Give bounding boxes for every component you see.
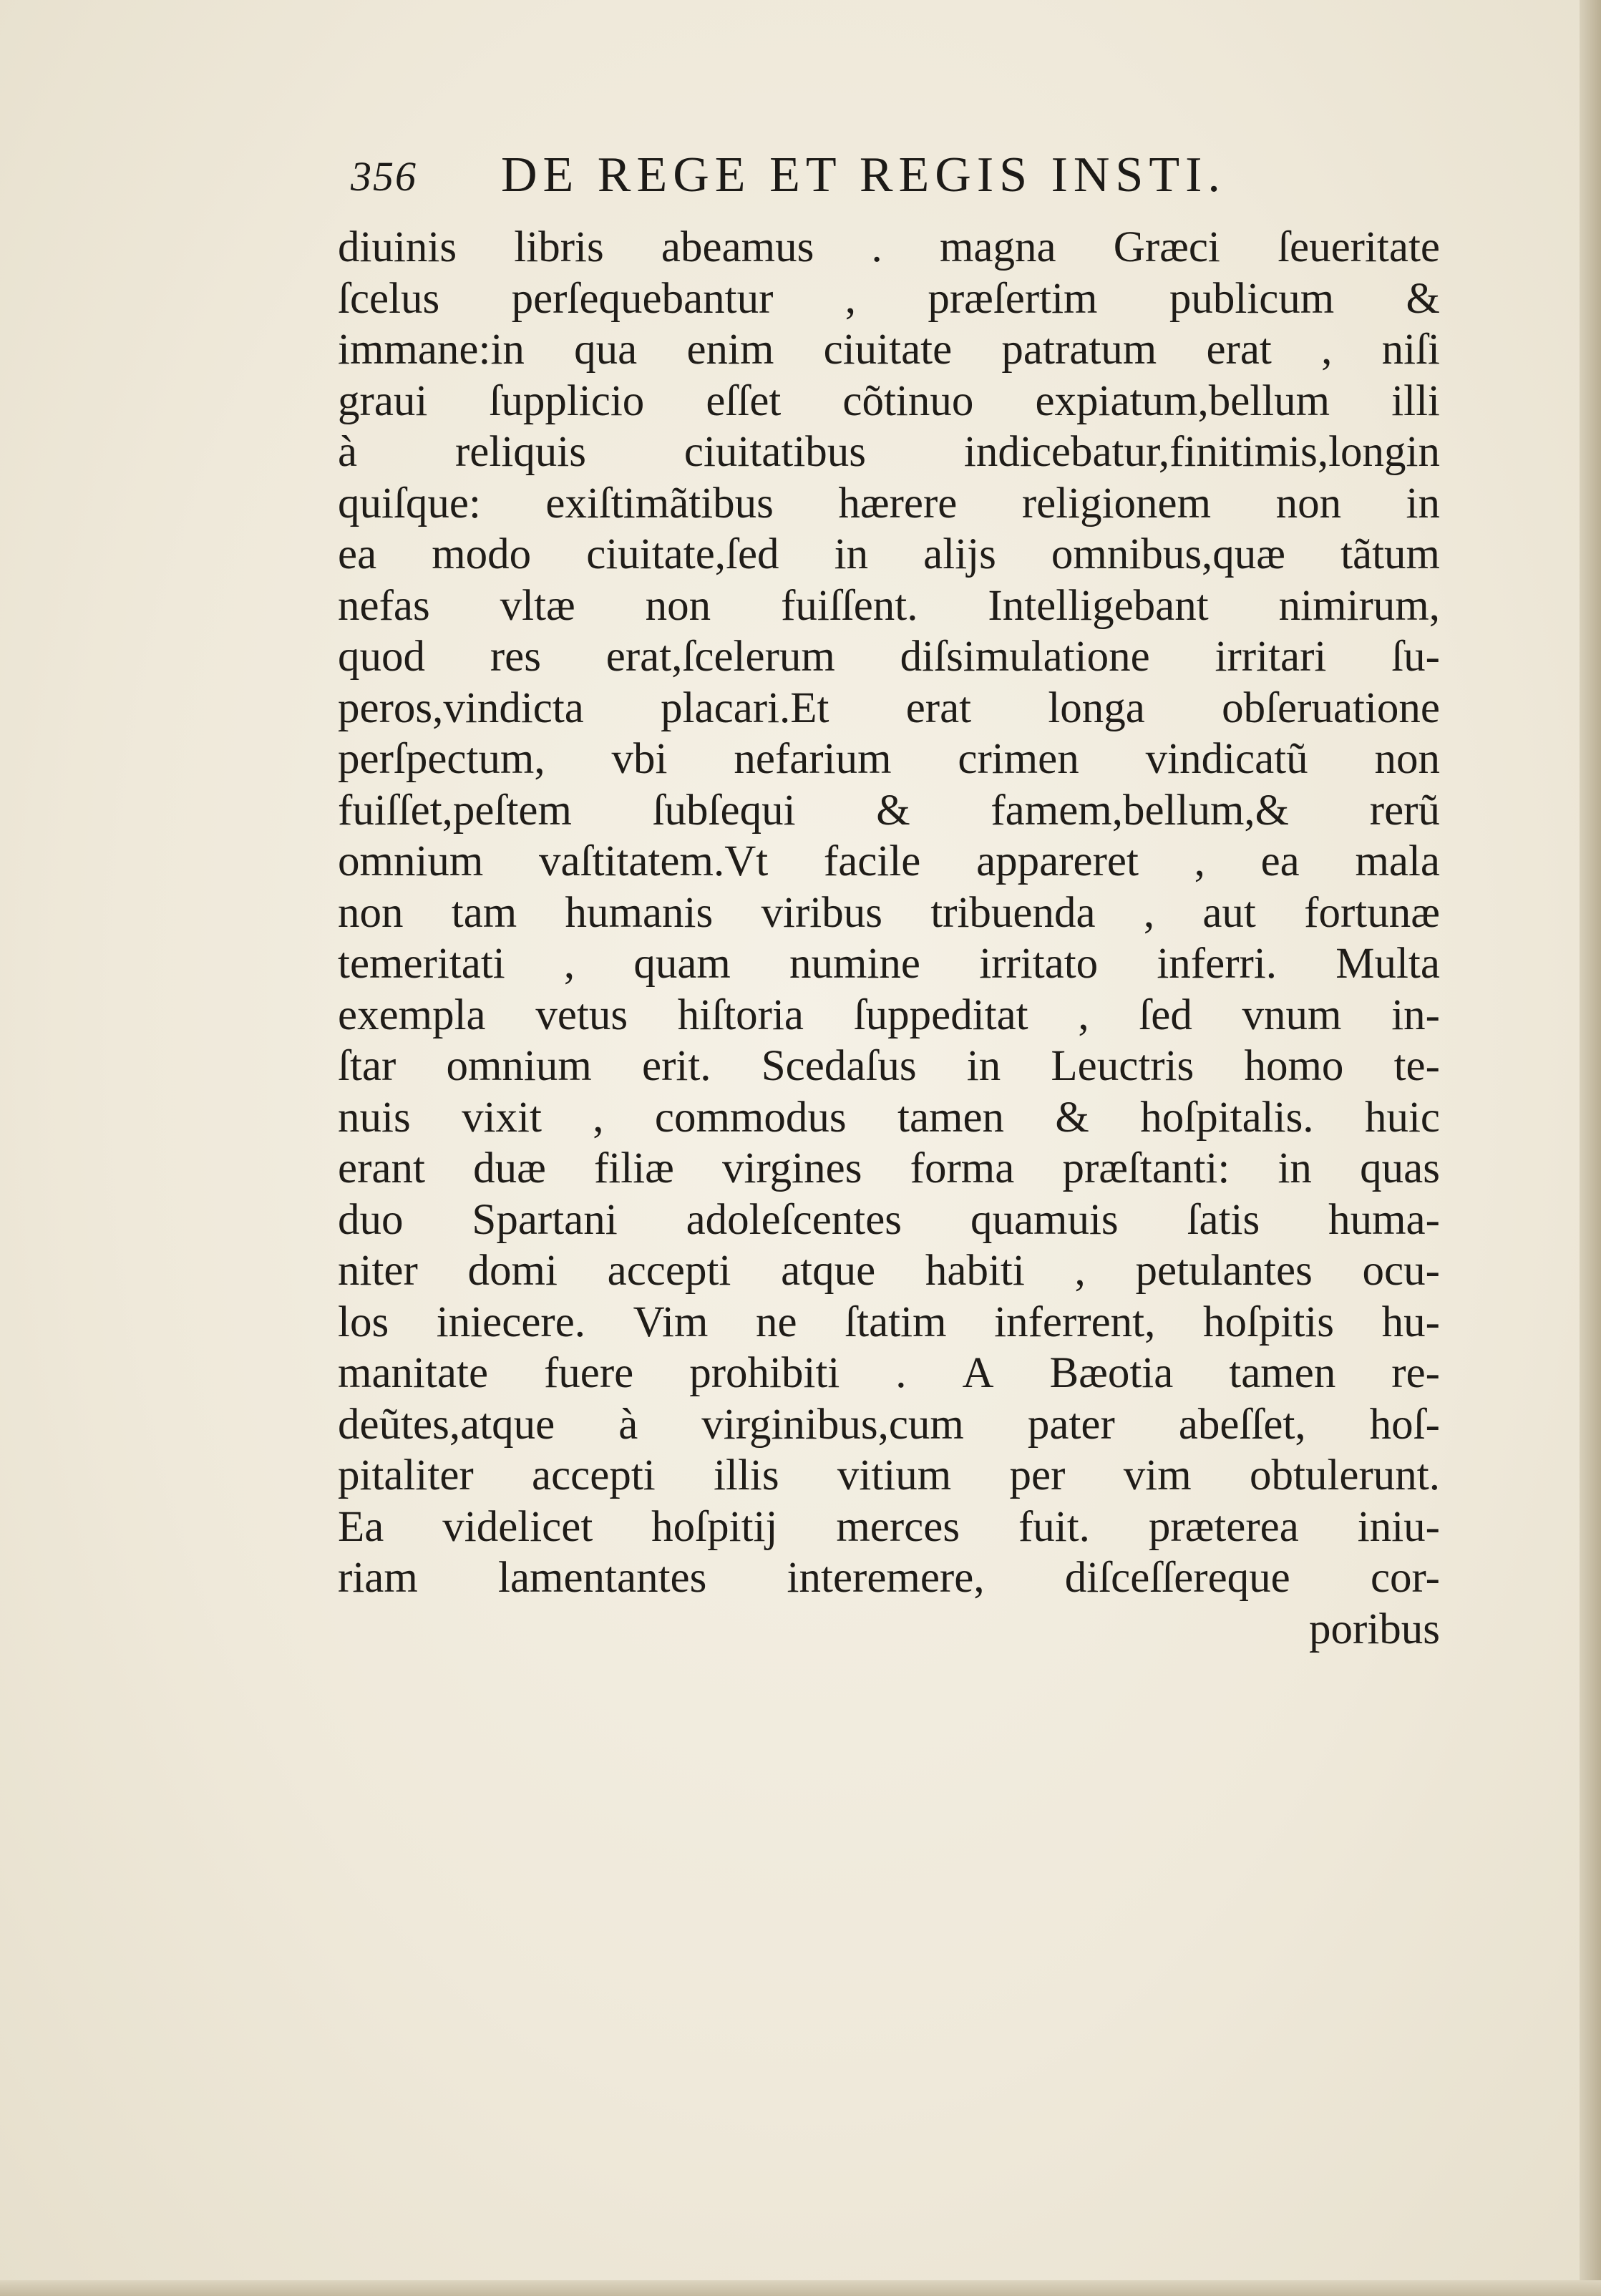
text-line: graui ſupplicio eſſet cõtinuo expiatum,bellum illi xyxy=(338,376,1440,425)
text-line: Ea videlicet hoſpitij merces fuit. præterea iniu- xyxy=(338,1502,1440,1551)
text-line: riam lamentantes interemere, diſceſſereque cor- xyxy=(338,1554,1440,1602)
page-edge-bottom xyxy=(0,2280,1601,2296)
running-title: DE REGE ET REGIS INSTI. xyxy=(501,147,1226,203)
text-line: peros,vindicta placari.Et erat longa obſeruatione xyxy=(338,684,1440,732)
text-line: à reliquis ciuitatibus indicebatur,finitimis,longin xyxy=(338,428,1440,476)
text-line: non tam humanis viribus tribuenda , aut fortunæ xyxy=(338,888,1440,937)
text-line: diuinis libris abeamus . magna Græci ſeueritate xyxy=(338,223,1440,271)
text-line: pitaliter accepti illis vitium per vim obtulerunt. xyxy=(338,1451,1440,1499)
page-number: 356 xyxy=(351,153,417,200)
text-line: nefas vltæ non fuiſſent. Intelligebant nimirum, xyxy=(338,581,1440,630)
text-line: omnium vaſtitatem.Vt facile appareret , ea mala xyxy=(338,837,1440,885)
running-head xyxy=(351,147,1295,211)
text-line: manitate fuere prohibiti . A Bæotia tamen re- xyxy=(338,1349,1440,1397)
text-line: ſcelus perſequebantur , præſertim publicum & xyxy=(338,274,1440,323)
text-line: nuis vixit , commodus tamen & hoſpitalis. huic xyxy=(338,1093,1440,1142)
text-line: duo Spartani adoleſcentes quamuis ſatis huma- xyxy=(338,1195,1440,1244)
text-line: fuiſſet,peſtem ſubſequi & famem,bellum,& rerũ xyxy=(338,786,1440,835)
page-edge-right xyxy=(1580,0,1601,2296)
text-line: exempla vetus hiſtoria ſuppeditat , ſed vnum in- xyxy=(338,991,1440,1039)
text-line: immane:in qua enim ciuitate patratum erat , niſi xyxy=(338,326,1440,374)
body-text xyxy=(338,222,1440,1655)
text-line: niter domi accepti atque habiti , petulantes ocu- xyxy=(338,1247,1440,1295)
text-line: poribus xyxy=(1309,1605,1440,1653)
text-line: perſpectum, vbi nefarium crimen vindicatũ non xyxy=(338,735,1440,783)
text-line: ſtar omnium erit. Scedaſus in Leuctris homo te- xyxy=(338,1042,1440,1090)
text-line: los iniecere. Vim ne ſtatim inferrent, hoſpitis hu- xyxy=(338,1298,1440,1346)
text-line: erant duæ filiæ virgines forma præſtanti: in quas xyxy=(338,1144,1440,1192)
text-line: temeritati , quam numine irritato inferri. Multa xyxy=(338,940,1440,988)
text-line: ea modo ciuitate,ſed in alijs omnibus,quæ tãtum xyxy=(338,530,1440,578)
text-line: deũtes,atque à virginibus,cum pater abeſſet, hoſ- xyxy=(338,1400,1440,1449)
text-line: quiſque: exiſtimãtibus hærere religionem non in xyxy=(338,479,1440,527)
text-line: quod res erat,ſcelerum diſsimulatione irritari ſu- xyxy=(338,633,1440,681)
